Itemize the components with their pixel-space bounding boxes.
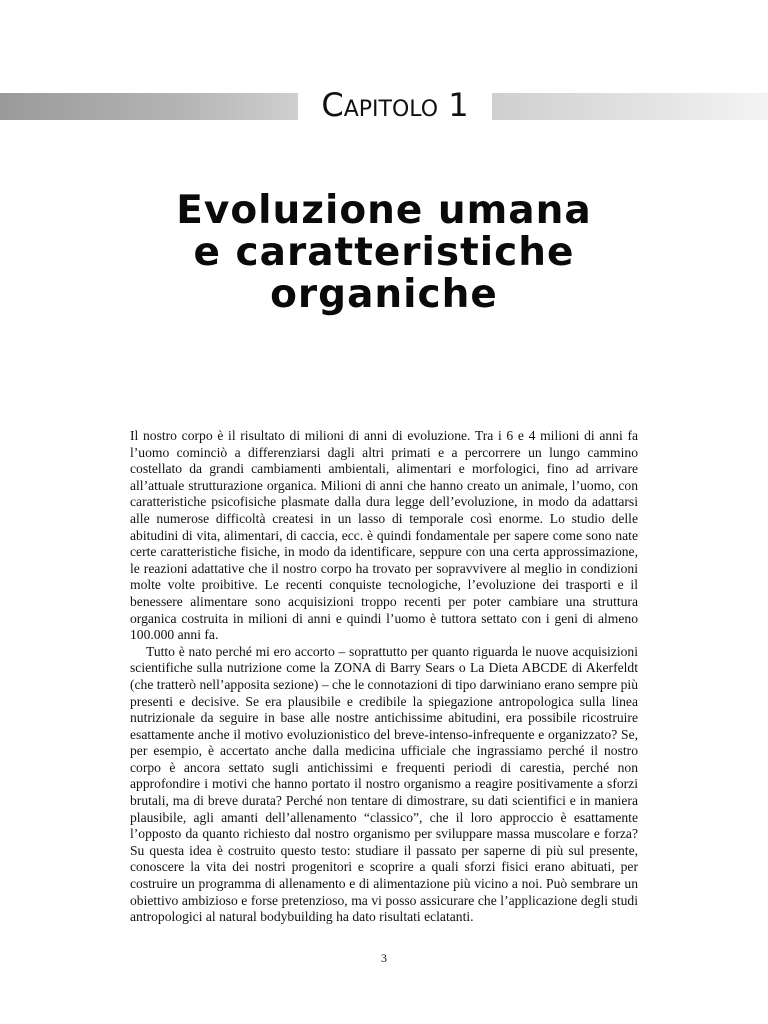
chapter-title [84, 190, 684, 316]
chapter-title-line: organiche [270, 272, 498, 317]
header-bar-right [492, 93, 768, 120]
page-number: 3 [381, 951, 387, 965]
body-text [130, 428, 638, 926]
paragraph: Tutto è nato perché mi ero accorto – soprattutto per quanto riguarda le nuove acquisizioni scientifiche sulla nutrizione come la ZONA di Barry Sears o La Dieta ABCDE di Akerfeldt (che tratterò nell’apposita sezione) – che le connotazioni di tipo darwiniano erano sempre più presenti e decisive. Se era plausibile e credibile la spiegazione antropologica sulla linea nutrizionale da seguire in base alle nostre antichissime abitudini, era possibile ricostruire esattamente anche il motivo evoluzionistico del breve-intenso-infrequente e organizzato? Se, per esempio, è accertato anche dalla medicina ufficiale che ingrassiamo perché il nostro corpo è ancora settato sugli antichissimi e frequenti periodi di carestia, perché non approfondire i motivi che hanno portato il nostro organismo a reagire positivamente a sforzi brutali, ma di breve durata? Perché non tentare di dimostrare, su dati scientifici e in maniera plausibile, agli amanti dell’allenamento “classico”, che il loro approccio è esattamente l’opposto da quanto richiesto dal nostro organismo per sviluppare massa muscolare e forza? Su questa idea è costruito questo testo: studiare il passato per saperne di più sul presente, conoscere la vita dei nostri progenitori e scoprire a quali sforzi fisici erano abituati, per costruire un programma di allenamento e di alimentazione più vicino a noi. Può sembrare un obiettivo ambizioso e forse pretenzioso, ma vi posso assicurare che l’applicazione degli studi antropologici al natural bodybuilding ha dato risultati eclatanti. [130, 643, 638, 925]
chapter-title-line: Evoluzione umana [176, 188, 592, 233]
chapter-label: Capitolo 1 [321, 86, 469, 124]
chapter-title-line: e caratteristiche [193, 230, 575, 275]
chapter-header-band [0, 86, 768, 124]
paragraph: Il nostro corpo è il risultato di milioni di anni di evoluzione. Tra i 6 e 4 milioni di anni fa l’uomo cominciò a differenziarsi dagli altri primati e a percorrere un lungo cammino costellato da grandi cambiamenti ambientali, alimentari e morfologici, fino ad arrivare all’attuale strutturazione organica. Milioni di anni che hanno creato un animale, l’uomo, con caratteristiche psicofisiche plasmate dalla dura legge dell’evoluzione, in modo da adattarsi alle numerose difficoltà createsi in un lasso di temporale così enorme. Lo studio delle abitudini di vita, alimentari, di caccia, ecc. è quindi fondamentale per sapere come sono nate certe caratteristiche fisiche, in modo da identificare, seppure con una certa approssimazione, le reazioni adattative che il nostro corpo ha trovato per sopravvivere al meglio in condizioni molte volte proibitive. Le recenti conquiste tecnologiche, l’evoluzione dei trasporti e il benessere alimentare sono acquisizioni troppo recenti per poter cambiare una struttura organica costruita in milioni di anni e quindi l’uomo è tuttora settato con i geni di almeno 100.000 anni fa. [130, 428, 638, 643]
header-bar-left [0, 93, 298, 120]
